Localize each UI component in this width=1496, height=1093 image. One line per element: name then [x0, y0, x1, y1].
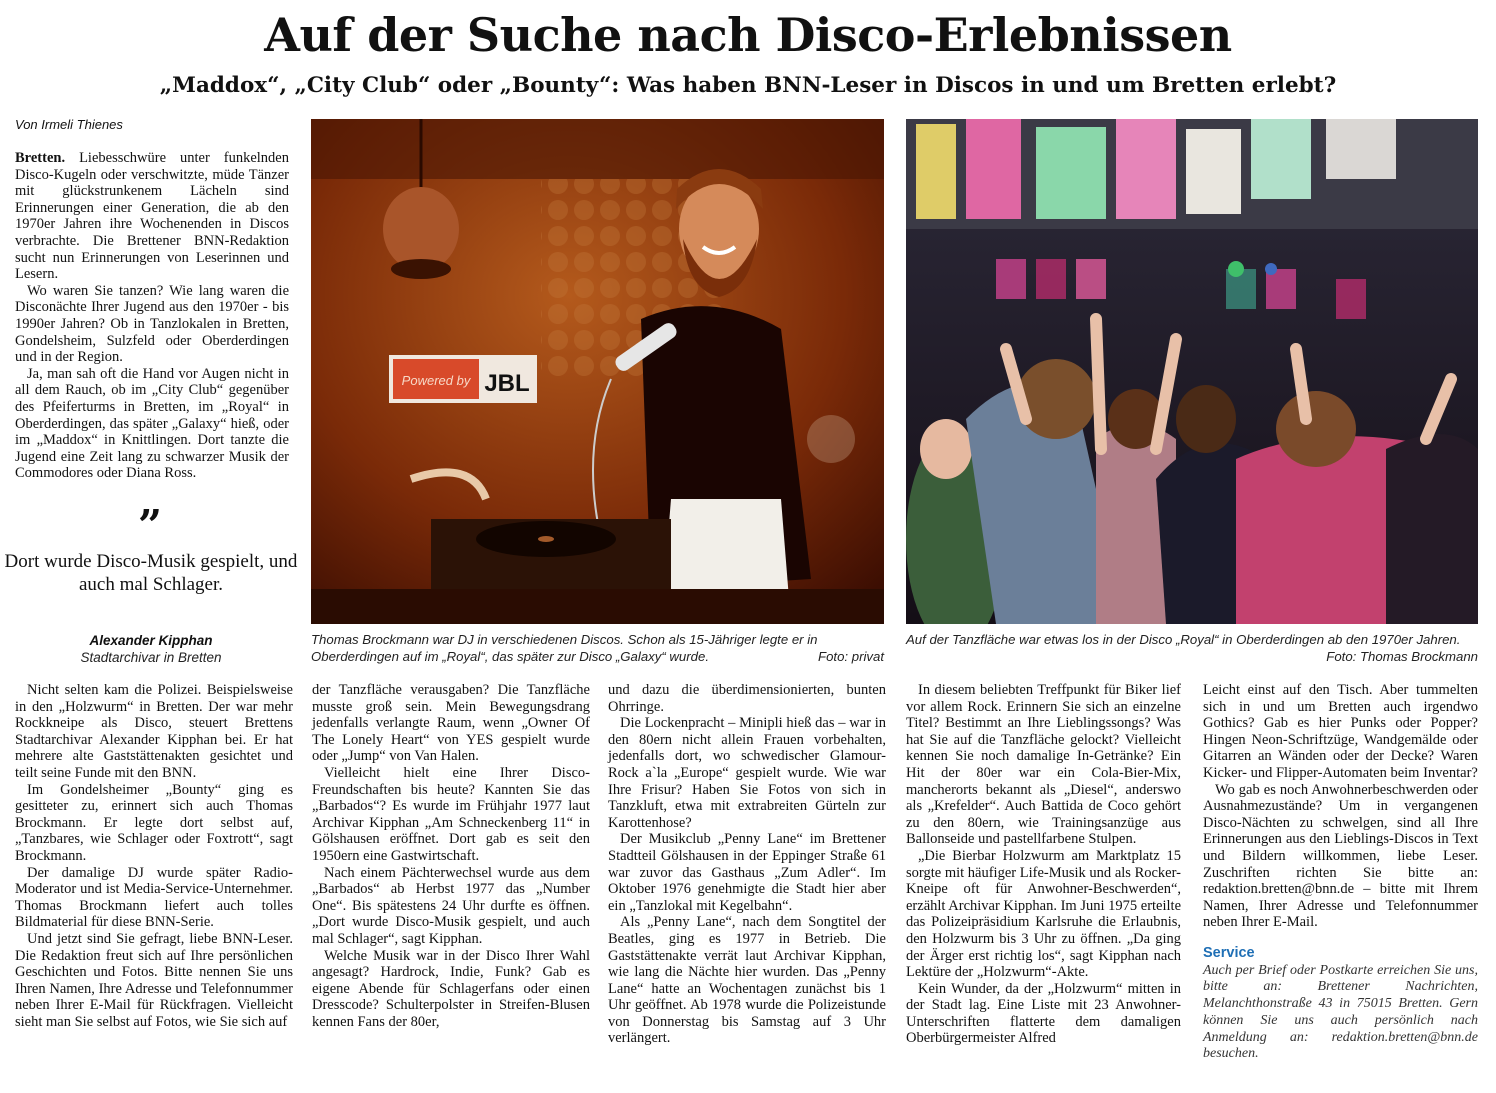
paragraph: Vielleicht hielt eine Ihrer Disco-Freundschaften bis heute? Kannten Sie das „Barbados“? Es wurde im Frühjahr 1977 laut Archivar Kipphan „Am Schneckenberg 11“ in Gölshausen eröffnet. Dort gab es seit den 1950ern eine Gastwirtschaft.: [312, 764, 590, 864]
pull-quote: Dort wurde Disco-Musik gespielt, und auch mal Schlager.: [4, 551, 298, 595]
article-column-4: [906, 682, 1181, 1047]
paragraph: „Die Bierbar Holzwurm am Marktplatz 15 sorgte mit häufiger Life-Musik und als Rocker-Kneipe oft für Anwohner-Beschwerden“, erzählt Archivar Kipphan. Im Juni 1975 erteilte das Polizeipräsidium Karlsruhe die Erlaubnis, den Holzwurm bis 3 Uhr zu öffnen. „Da ging der Ärger erst richtig los“, sagt Kipphan nach Lektüre der „Holzwurm“-Akte.: [906, 847, 1182, 981]
service-text: Auch per Brief oder Postkarte erreichen Sie uns, bitte an: Brettener Nachrichten, Melanchthonstraße 43 in 75015 Bretten. Gern können Sie uns auch persönlich nach Anmeldung an: redaktion.bretten@bnn.de besuchen.: [1203, 962, 1478, 1062]
article-column-1: [15, 682, 293, 1030]
intro-text: [15, 150, 289, 482]
intro-paragraph: Wo waren Sie tanzen? Wie lang waren die Disconächte Ihrer Jugend aus den 1970er - bis 1990er Jahren? Ob in Tanzlokalen in Bretten, Gondelsheim, Sulzfeld oder Oberderdingen und in der Region.: [15, 282, 289, 366]
quote-mark-icon: ”: [137, 501, 163, 550]
paragraph: Wo gab es noch Anwohnerbeschwerden oder Ausnahmezustände? Um in vergangenen Disco-Nächten zu schwelgen, sind all Ihre Erinnerungen aus den Lieblings-Discos in Text und Bildern willkommen, liebe Leser. Zuschriften richten Sie bitte an: redaktion.bretten@bnn.de – bitte mit Ihrem Namen, Ihrer Adresse und Telefonnummer neben Ihrer E-Mail.: [1203, 781, 1478, 931]
intro-paragraph-text: Liebesschwüre unter funkelnden Disco-Kugeln oder verschwitzte, müde Tänzer mit glückstrunkenem Lächeln sind Erinnerungen einer Generation, die ab den 1970er Jahren ihre Wochenenden in Discos verbrachte. Die Brettener BNN-Redaktion sucht nun Erinnerungen von Leserinnen und Lesern.: [15, 150, 289, 283]
service-heading: Service: [1203, 944, 1255, 961]
photo-dj-illustration: [311, 119, 884, 624]
svg-text:JBL: JBL: [484, 370, 530, 397]
caption-photo-dj: [311, 631, 884, 665]
article-headline: Auf der Suche nach Disco-Erlebnissen: [264, 8, 1232, 62]
quote-author-role: Stadtarchivar in Bretten: [80, 650, 222, 665]
article-column-3: [608, 682, 886, 1047]
quote-author-name: Alexander Kipphan: [89, 633, 213, 648]
svg-text:Powered by: Powered by: [401, 373, 471, 388]
intro-paragraph: Ja, man sah oft die Hand vor Augen nicht in all dem Rauch, ob im „City Club“ gegenüber des Pfeiferturms in Bretten, im „Royal“ in Oberderdingen, das später „Galaxy“ hieß, oder im „Maddox“ in Knittlingen. Dort tanzte die Jugend eine Zeit lang zu schwarzer Musik der Commodores oder Diana Ross.: [15, 365, 289, 482]
photo-dancefloor-illustration: [906, 119, 1478, 624]
paragraph: Und jetzt sind Sie gefragt, liebe BNN-Leser. Die Redaktion freut sich auf Ihre persönlichen Geschichten und Fotos. Bitte nennen Sie uns Ihren Namen, Ihre Adresse und Telefonnummer neben Ihrer E-Mail für Rückfragen. Vielleicht sieht man Sie selbst auf Fotos, wie Sie sich auf: [15, 930, 293, 1030]
paragraph: Die Lockenpracht – Minipli hieß das – war in den 80ern nicht allein Frauen vorbehalten, jedenfalls dort, wo schwedischer Glamour-Rock a`la „Europe“ gespielt wurde. Wie war Ihre Frisur? Haben Sie Fotos von sich in Tanzkluft, etwa mit extrabreiten Gürteln zur Karottenhose?: [608, 715, 886, 831]
paragraph: Leicht einst auf den Tisch. Aber tummelten sich in und um Bretten auch irgendwo Gothics? Gab es hier Punks oder Popper? Hingen Neon-Schriftzüge, Wandgemälde oder Gitarren an Wänden oder der Decke? Waren Kicker- und Flipper-Automaten beim Inventar?: [1203, 682, 1478, 781]
paragraph: Als „Penny Lane“, nach dem Songtitel der Beatles, ging es 1977 in Betrieb. Die Gaststättenakte verrät laut Archivar Kipphan, wie lang die Nächte hier wurden. Das „Penny Lane“ hatte an Wochentagen zunächst bis 1 Uhr geöffnet. Ab 1978 wurde die Polizeistunde von Donnerstag bis Samstag auf 3 Uhr verlängert.: [608, 914, 886, 1047]
caption-text: Auf der Tanzfläche war etwas los in der Disco „Royal“ in Oberderdingen ab den 1970er Jahren.: [906, 632, 1461, 647]
paragraph: Welche Musik war in der Disco Ihrer Wahl angesagt? Hardrock, Indie, Funk? Gab es eigene Abende für Schlagerfans oder einen Dresscode? Schulterpolster in Streifen-Blusen kennen Fans der 80er,: [312, 947, 590, 1030]
paragraph: Der Musikclub „Penny Lane“ im Brettener Stadtteil Gölshausen in der Eppinger Straße 61 war zuvor das Gasthaus „Zum Adler“. Im Oktober 1976 genehmigte die Stadt hier aber ein „Tanzlokal mit Kegelbahn“.: [608, 831, 886, 914]
article-column-2: [312, 682, 590, 1030]
article-column-5: [1203, 682, 1478, 1063]
photo-credit: Foto: Thomas Brockmann: [1326, 649, 1478, 664]
paragraph: Nach einem Pächterwechsel wurde aus dem „Barbados“ ab Herbst 1977 das „Number One“. Bis spätestens 24 Uhr durfte es öffnen. „Dort wurde Disco-Musik gespielt, und auch mal Schlager“, sagt Kipphan.: [312, 864, 590, 947]
paragraph: In diesem beliebten Treffpunkt für Biker lief vor allem Rock. Erinnern Sie sich an einzelne Titel? Bestimmt an Ihre Lieblingssongs? Was hat Sie auf die Tanzfläche gelockt? Vielleicht kennen Sie noch damalige In-Getränke? Ein Hit der 80er war ein Cola-Bier-Mix, mancherorts bekannt als „Diesel“, anderswo als „Krefelder“. Auch Battida de Coco gehört zu den 80ern, wie Trainingsanzüge aus Ballonseide und pastellfarbene Stulpen.: [906, 682, 1181, 848]
paragraph: Kein Wunder, da der „Holzwurm“ mitten in der Stadt lag. Eine Liste mit 23 Anwohner-Unterschriften flatterte dem damaligen Oberbürgermeister Alfred: [906, 980, 1181, 1047]
paragraph: und dazu die überdimensionierten, bunten Ohrringe.: [608, 682, 886, 715]
photo-dancefloor: [906, 119, 1478, 624]
paragraph: Im Gondelsheimer „Bounty“ ging es gesitteter zu, erinnert sich auch Thomas Brockmann. Er legte dort selbst auf, „Tanzbares, wie Schlager oder Foxtrott“, sagt Brockmann.: [15, 781, 293, 864]
dateline: Bretten.: [15, 150, 66, 166]
intro-paragraph: [15, 150, 289, 283]
byline: Von Irmeli Thienes: [15, 117, 123, 132]
photo-dj: [311, 119, 884, 624]
paragraph: der Tanzfläche verausgaben? Die Tanzfläche musste groß sein. Mein Bewegungsdrang jedenfalls verlangte Raum, wenn „Owner Of The Lonely Heart“ von YES gespielt wurde oder „Jump“ von Van Halen.: [312, 682, 590, 765]
caption-text: Thomas Brockmann war DJ in verschiedenen Discos. Schon als 15-Jähriger legte er in Oberderdingen auf im „Royal“, das später zur Disco „Galaxy“ wurde.: [311, 632, 818, 664]
photo-credit: Foto: privat: [818, 649, 884, 664]
paragraph: Der damalige DJ wurde später Radio-Moderator und ist Media-Service-Unternehmer. Thomas Brockmann liefert auch tolles Bildmaterial für diese BNN-Serie.: [15, 864, 293, 931]
caption-photo-dancefloor: [906, 631, 1478, 665]
article-subheadline: „Maddox“, „City Club“ oder „Bounty“: Was haben BNN-Leser in Discos in und um Bretten erlebt?: [159, 73, 1337, 98]
paragraph: Nicht selten kam die Polizei. Beispielsweise in den „Holzwurm“ in Bretten. Der war mehr Rockkneipe als Disco, steuert Brettens Stadtarchivar Alexander Kipphan bei. Er hat mehrere alte Gaststättenakten gesichtet und teilt seine Funde mit den BNN.: [15, 682, 293, 781]
quote-attribution: [0, 632, 302, 666]
